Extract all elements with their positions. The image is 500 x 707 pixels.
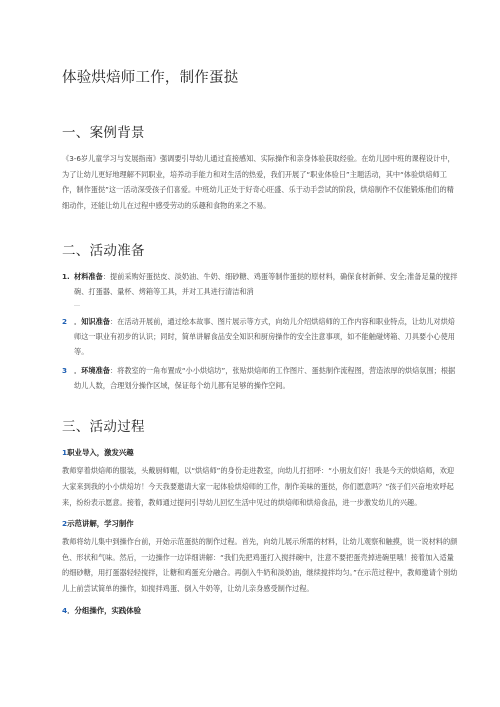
page-title: 体验烘焙师工作，制作蛋挞 bbox=[62, 70, 239, 86]
section-heading-background: 一、案例背景 bbox=[62, 125, 145, 141]
item-label: ．知识准备 bbox=[74, 317, 110, 327]
item-label: 材料准备 bbox=[74, 272, 103, 282]
preparation-list bbox=[62, 269, 458, 393]
list-item bbox=[62, 363, 458, 393]
list-item bbox=[62, 269, 458, 299]
step-heading: 2示范讲解，学习制作 bbox=[62, 519, 134, 529]
item-text: ：提前采购好蛋挞皮、淡奶油、牛奶、细砂糖、鸡蛋等制作蛋挞的原材料，确保食材新鲜、安全;准备足量的搅拌碗、打蛋器、量杯、烤箱等工具，并对工具进行清洁和消 bbox=[74, 272, 458, 297]
item-number: 3 bbox=[62, 366, 68, 376]
background-paragraph: 《3-6岁儿童学习与发展指南》强调要引导幼儿通过直接感知、实际操作和亲身体验获取经验。在幼儿园中班的课程设计中，为了让幼儿更好地理解不同职业，培养动手能力和对生活的热爱，我们开展了“职业体验日”主题活动，其中“体验烘焙师工作，制作蛋挞”这一活动深受孩子们喜爱。中班幼儿正处于好奇心旺盛、乐于动手尝试的阶段，烘焙制作不仅能锻炼他们的精细动作，还能让幼儿在过程中感受劳动的乐趣和食物的来之不易。 bbox=[62, 154, 455, 210]
item-text: ：将教室的一角布置成“小小烘焙坊”，张贴烘焙师的工作图片、蛋挞制作流程图，营造浓厚的烘焙氛围；根据幼儿人数，合理划分操作区域，保证每个幼儿都有足够的操作空间。 bbox=[74, 366, 456, 391]
item-number: 1. bbox=[62, 272, 70, 282]
item-label: ．环境准备 bbox=[74, 366, 110, 376]
item-number: 2 bbox=[62, 317, 68, 327]
item-text: ：在活动开展前，通过绘本故事、图片展示等方式，向幼儿介绍烘焙师的工作内容和职业特点，让幼儿对烘焙师这一职业有初步的认识；同时，简单讲解食品安全知识和厨房操作的安全注意事项，如不能触碰烤箱、刀具要小心使用等。 bbox=[74, 317, 455, 357]
step-heading: 1职业导入，激发兴趣 bbox=[62, 448, 134, 458]
list-item bbox=[62, 314, 458, 359]
section-heading-preparation: 二、活动准备 bbox=[62, 243, 145, 260]
truncation-mark: … bbox=[74, 301, 80, 309]
section-heading-process: 三、活动过程 bbox=[62, 419, 145, 436]
step-paragraph: 教师将幼儿集中到操作台前，开始示范蛋挞的制作过程。首先，向幼儿展示所需的材料，让幼儿观察和触摸，说一说材料的颜色、形状和气味。然后，一边操作一边详细讲解：“我们先把鸡蛋打入搅拌碗中，注意不要把蛋壳掉进碗里哦！接着加入适量的细砂糖，用打蛋器轻轻搅拌，让糖和鸡蛋充分融合。再倒入牛奶和淡奶油，继续搅拌均匀。”在示范过程中，教师邀请个别幼儿上前尝试简单的操作，如搅拌鸡蛋、倒入牛奶等，让幼儿亲身感受制作过程。 bbox=[62, 537, 458, 593]
process-steps bbox=[62, 445, 458, 617]
step-paragraph: 教师穿着烘焙师的服装，头戴厨师帽，以“烘焙师”的身份走进教室，向幼儿打招呼：“小朋友们好！我是今天的烘焙师，欢迎大家来到我的小小烘焙坊！今天我要邀请大家一起体验烘焙师的工作，制作美味的蛋挞，你们愿意吗？”孩子们兴奋地欢呼起来，纷纷表示愿意。接着，教师通过提问引导幼儿回忆生活中见过的烘焙师和烘焙食品，进一步激发幼儿的兴趣。 bbox=[62, 466, 455, 507]
step-heading: 4．分组操作，实践体验 bbox=[62, 605, 142, 615]
